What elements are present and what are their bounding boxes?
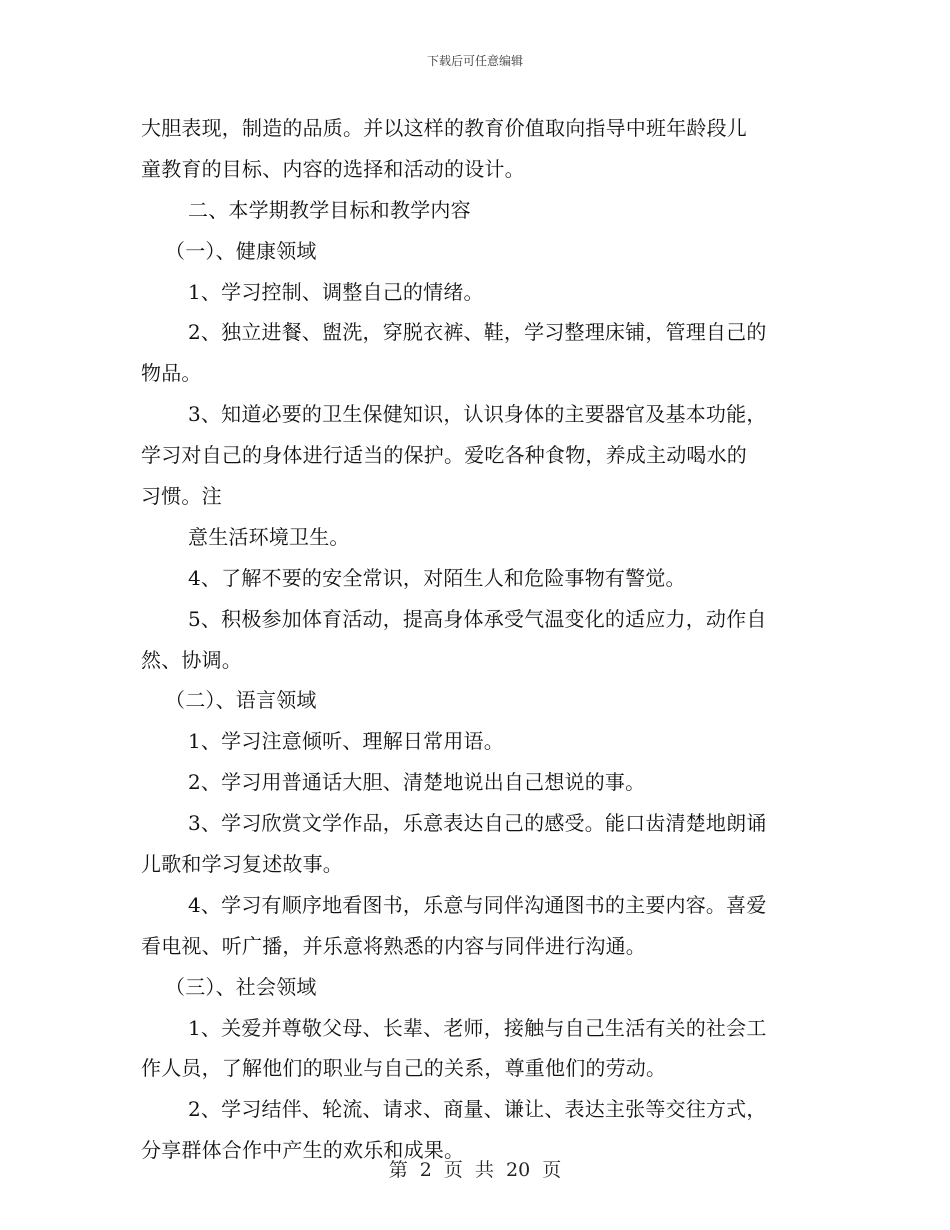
- text-line: 2、独立进餐、盥洗，穿脱衣裤、鞋，学习整理床铺，管理自己的: [188, 320, 767, 345]
- text-line: 2、学习结伴、轮流、请求、商量、谦让、表达主张等交往方式，: [188, 1097, 767, 1122]
- page-number-footer: 第 2 页 共 20 页: [388, 1159, 562, 1181]
- page-header: 下载后可任意编辑: [426, 54, 523, 68]
- subsection-heading: （二）、语言领域: [165, 688, 317, 713]
- document-body: [141, 108, 809, 1171]
- text-line: 物品。: [141, 361, 202, 386]
- text-line: 1、关爱并尊敬父母、长辈、老师，接触与自己生活有关的社会工: [188, 1015, 767, 1040]
- text-line: 儿歌和学习复述故事。: [141, 852, 343, 877]
- text-line: 童教育的目标、内容的选择和活动的设计。: [141, 156, 525, 181]
- text-line: 1、学习注意倾听、理解日常用语。: [188, 729, 504, 754]
- subsection-heading: （三）、社会领域: [165, 974, 317, 999]
- text-line: 大胆表现，制造的品质。并以这样的教育价值取向指导中班年龄段儿: [141, 116, 747, 140]
- text-line: 3、学习欣赏文学作品，乐意表达自己的感受。能口齿清楚地朗诵: [188, 811, 767, 836]
- text-line: 然、协调。: [141, 647, 242, 672]
- text-line: 学习对自己的身体进行适当的保护。爱吃各种食物，养成主动喝水的: [141, 443, 747, 468]
- text-line: 作人员，了解他们的职业与自己的关系，尊重他们的劳动。: [141, 1056, 667, 1081]
- text-line: 5、积极参加体育活动，提高身体承受气温变化的适应力，动作自: [188, 606, 767, 631]
- text-line: 2、学习用普通话大胆、清楚地说出自己想说的事。: [188, 770, 646, 795]
- text-line: 1、学习控制、调整自己的情绪。: [188, 279, 484, 304]
- text-line: 看电视、听广播，并乐意将熟悉的内容与同伴进行沟通。: [141, 933, 646, 958]
- text-line: 意生活环境卫生。: [188, 524, 350, 549]
- text-line: 习惯。注: [141, 484, 222, 509]
- section-heading: 二、本学期教学目标和教学内容: [188, 197, 471, 222]
- text-line: 分享群体合作中产生的欢乐和成果。: [141, 1138, 465, 1163]
- text-line: 4、了解不要的安全常识，对陌生人和危险事物有警觉。: [188, 565, 686, 590]
- subsection-heading: （一）、健康领域: [165, 238, 317, 263]
- text-line: 4、学习有顺序地看图书，乐意与同伴沟通图书的主要内容。喜爱: [188, 892, 767, 917]
- text-line: 3、知道必要的卫生保健知识，认识身体的主要器官及基本功能，: [188, 402, 767, 427]
